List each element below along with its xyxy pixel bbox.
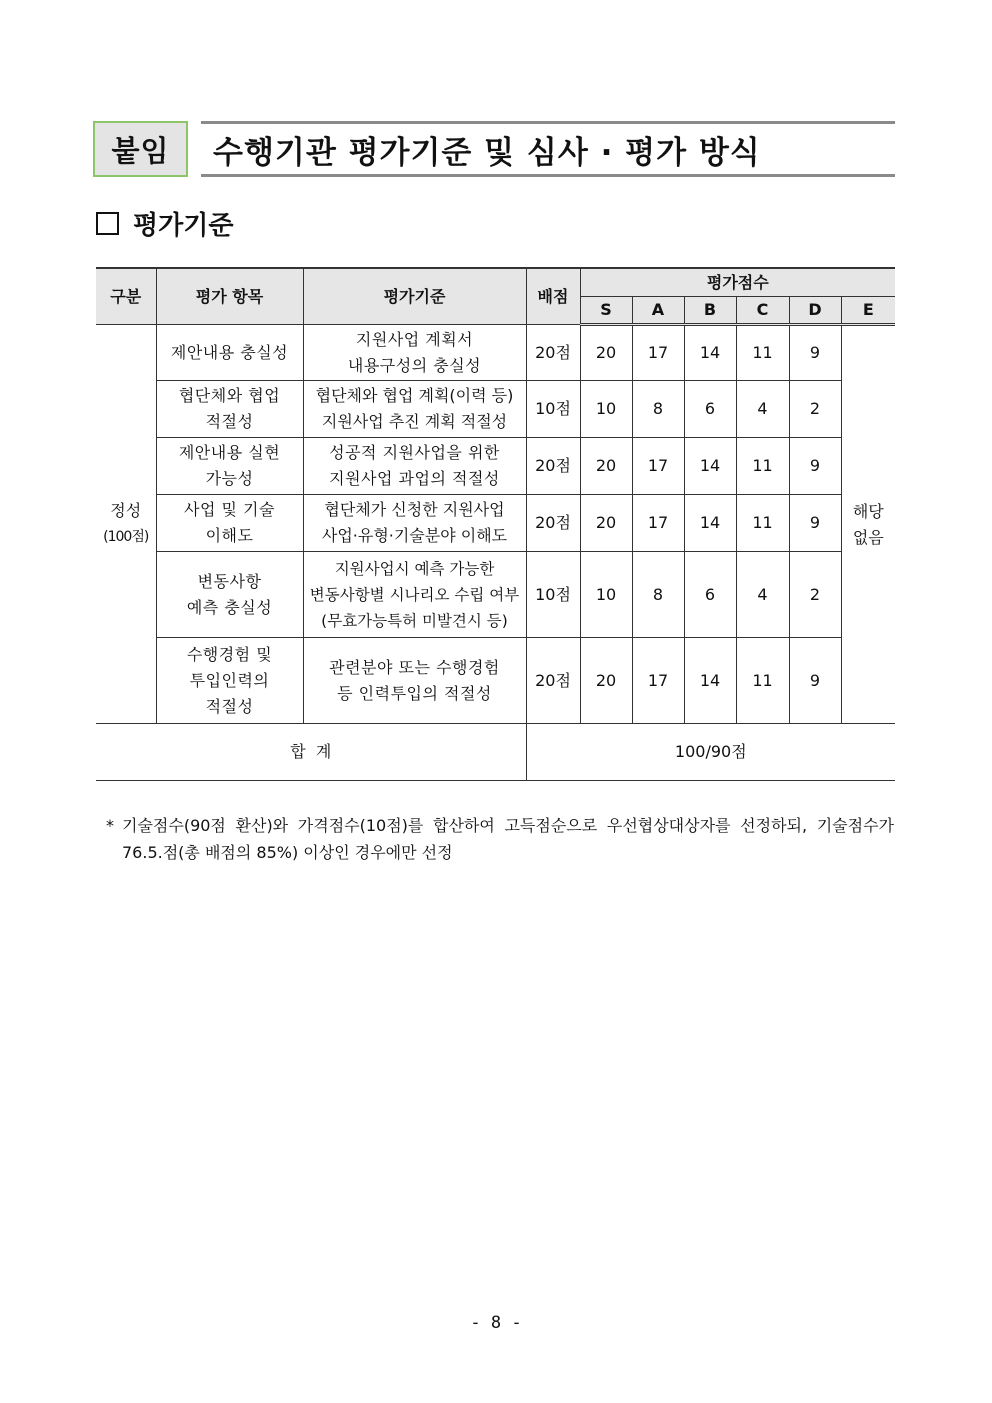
points-cell: 20점 [526,438,580,495]
header-criteria: 평가기준 [303,268,526,325]
section-heading [96,205,233,241]
points-cell: 20점 [526,325,580,381]
criteria-cell: 협단체가 신청한 지원사업 사업·유형·기술분야 이해도 [303,495,526,552]
table-row [96,438,895,495]
table-row [96,495,895,552]
total-value: 100/90점 [526,724,895,781]
header-grade-s: S [580,297,632,325]
score-cell: 17 [632,325,684,381]
score-cell: 11 [736,495,789,552]
score-cell: 2 [789,552,841,638]
footnote-marker: * [106,816,114,835]
total-label: 합 계 [96,724,526,781]
criteria-cell: 성공적 지원사업을 위한 지원사업 과업의 적절성 [303,438,526,495]
table-row [96,638,895,724]
category-sub: (100점) [103,529,149,545]
score-cell: 20 [580,495,632,552]
score-cell: 20 [580,638,632,724]
header-item: 평가 항목 [156,268,303,325]
header-grade-b: B [684,297,736,325]
checkbox-square-icon [96,212,119,235]
score-cell: 11 [736,438,789,495]
criteria-cell: 지원사업시 예측 가능한 변동사항별 시나리오 수립 여부 (무효가능특허 미발견시 등) [303,552,526,638]
score-cell: 10 [580,381,632,438]
attachment-header [93,121,895,181]
points-cell: 10점 [526,552,580,638]
footnote [106,812,894,866]
table-row [96,381,895,438]
header-grade-d: D [789,297,841,325]
header-grade-e: E [841,297,895,325]
score-cell: 20 [580,325,632,381]
section-title: 평가기준 [133,210,234,241]
criteria-cell: 지원사업 계획서 내용구성의 충실성 [303,325,526,381]
score-cell: 14 [684,495,736,552]
score-cell: 9 [789,638,841,724]
table-row [96,325,895,381]
score-cell: 4 [736,381,789,438]
score-cell: 2 [789,381,841,438]
attachment-tag: 붙임 [93,121,188,177]
score-cell: 6 [684,381,736,438]
score-cell: 14 [684,638,736,724]
score-cell: 6 [684,552,736,638]
score-cell: 11 [736,325,789,381]
item-cell: 제안내용 충실성 [156,325,303,381]
score-cell: 4 [736,552,789,638]
total-row [96,724,895,781]
score-cell: 17 [632,638,684,724]
score-cell: 11 [736,638,789,724]
score-cell: 17 [632,495,684,552]
header-grade-a: A [632,297,684,325]
points-cell: 20점 [526,495,580,552]
score-cell: 8 [632,552,684,638]
header-category: 구분 [96,268,156,325]
score-cell: 14 [684,325,736,381]
footnote-text: 기술점수(90점 환산)와 가격점수(10점)를 합산하여 고득점순으로 우선협상대상자를 선정하되, 기술점수가 76.5.점(총 배점의 85%) 이상인 경우에만 선정 [122,816,894,862]
criteria-cell: 관련분야 또는 수행경험 등 인력투입의 적절성 [303,638,526,724]
points-cell: 10점 [526,381,580,438]
header-scores: 평가점수 [580,268,895,297]
document-title: 수행기관 평가기준 및 심사 · 평가 방식 [201,121,895,177]
header-points: 배점 [526,268,580,325]
evaluation-table [96,267,895,781]
score-cell: 14 [684,438,736,495]
category-name: 정성 [110,501,142,520]
category-cell [96,325,156,724]
header-grade-c: C [736,297,789,325]
score-cell: 9 [789,325,841,381]
item-cell: 협단체와 협업 적절성 [156,381,303,438]
item-cell: 제안내용 실현 가능성 [156,438,303,495]
table-row [96,552,895,638]
score-cell: 17 [632,438,684,495]
item-cell: 변동사항 예측 충실성 [156,552,303,638]
item-cell: 사업 및 기술 이해도 [156,495,303,552]
score-cell: 9 [789,495,841,552]
points-cell: 20점 [526,638,580,724]
score-cell: 9 [789,438,841,495]
score-cell: 20 [580,438,632,495]
item-cell: 수행경험 및 투입인력의 적절성 [156,638,303,724]
page-number: - 8 - [470,1313,522,1333]
criteria-cell: 협단체와 협업 계획(이력 등) 지원사업 추진 계획 적절성 [303,381,526,438]
grade-e-cell: 해당 없음 [841,325,895,724]
score-cell: 10 [580,552,632,638]
score-cell: 8 [632,381,684,438]
